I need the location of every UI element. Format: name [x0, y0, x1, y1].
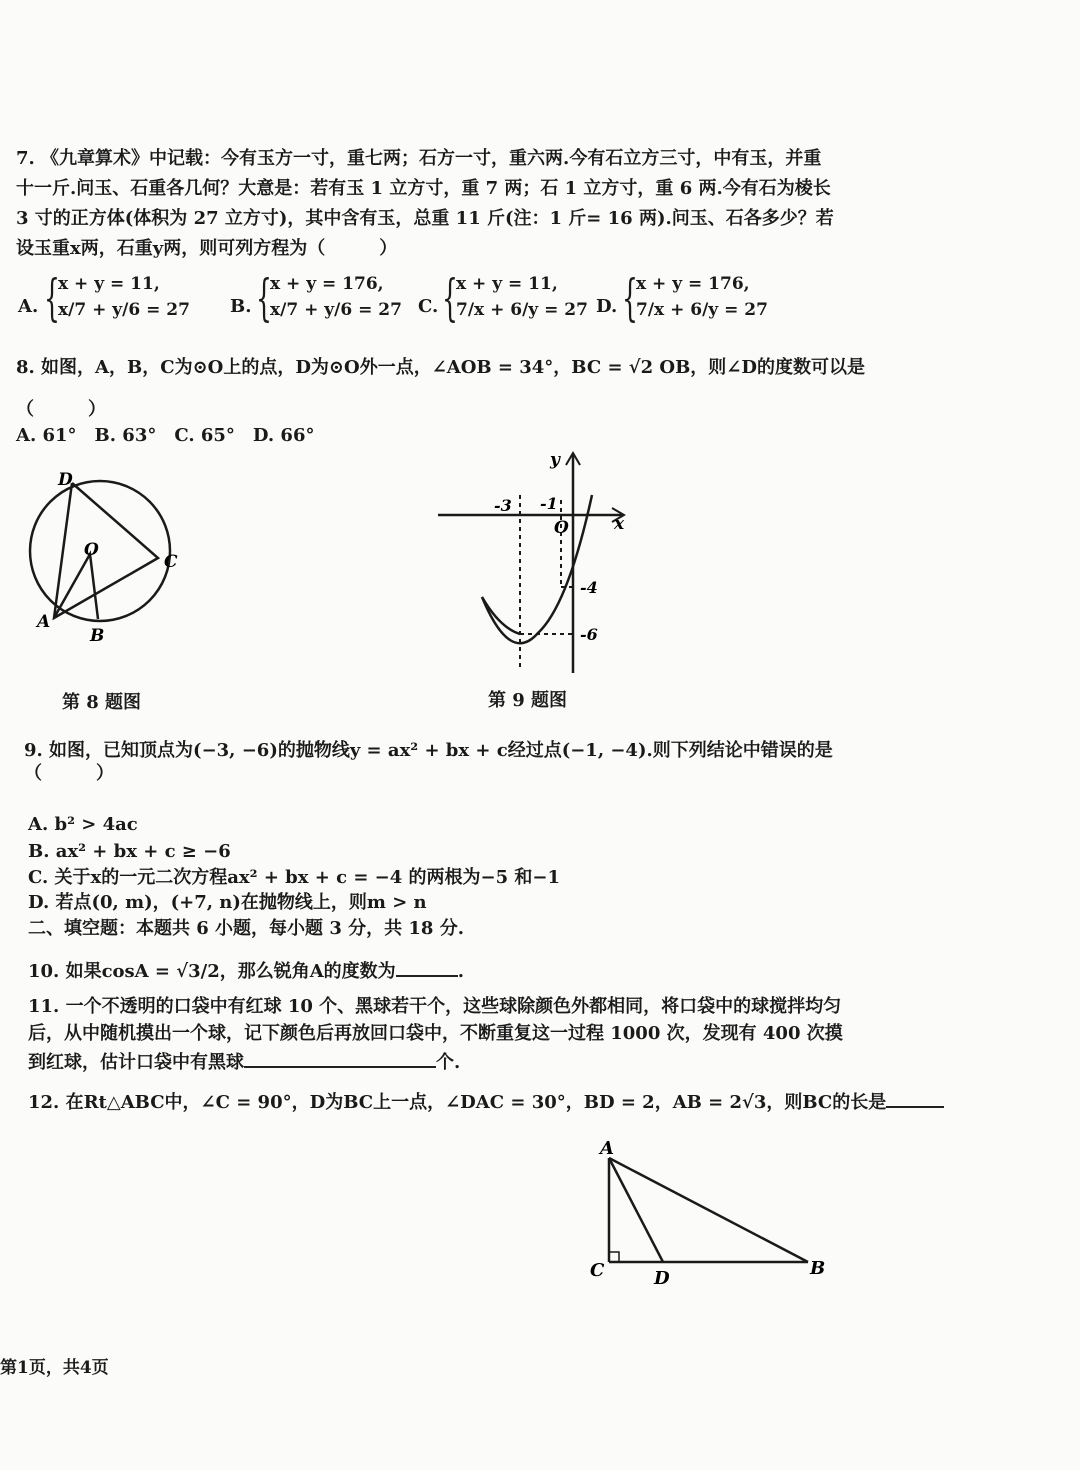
fig12-label-d: D — [654, 1268, 670, 1289]
q7-option-d-eq1: x + y = 176, — [636, 274, 750, 294]
q11-line1: 11. 一个不透明的口袋中有红球 10 个、黑球若干个，这些球除颜色外都相同，将口袋中的球搅拌均匀 — [28, 996, 842, 1017]
fig8-label-b: B — [90, 626, 105, 646]
q9-option-a: A. b² > 4ac — [28, 814, 138, 835]
q7-option-b-system: { x + y = 176, x/7 + y/6 = 27 — [256, 269, 402, 327]
fig9-label-neg6: -6 — [580, 625, 598, 644]
fig8-label-d: D — [58, 470, 73, 490]
q11-answer-blank[interactable] — [244, 1048, 436, 1068]
q7-line1: 7. 《九章算术》中记载：今有玉方一寸，重七两；石方一寸，重六两.今有石立方三寸，中有玉，并重 — [16, 148, 822, 169]
q9-option-c: C. 关于x的一元二次方程ax² + bx + c = −4 的两根为−5 和−1 — [28, 867, 561, 888]
fig9-label-neg4: -4 — [580, 578, 598, 597]
fig8-label-o: O — [84, 540, 99, 560]
q7-option-c-system: { x + y = 11, 7/x + 6/y = 27 — [442, 269, 588, 327]
q9-line1: 9. 如图，已知顶点为(−3, −6)的抛物线y = ax² + bx + c经过点(−1, −4).则下列结论中错误的是 — [24, 740, 833, 761]
section-2-heading: 二、填空题：本题共 6 小题，每小题 3 分，共 18 分. — [28, 918, 464, 939]
q7-option-d-eq2: 7/x + 6/y = 27 — [636, 300, 768, 320]
q9-option-d: D. 若点(0, m)，(+7, n)在抛物线上，则m > n — [28, 892, 427, 913]
q9-option-b: B. ax² + bx + c ≥ −6 — [28, 841, 231, 862]
q7-line4: 设玉重x两，石重y两，则可列方程为（ ） — [16, 238, 398, 259]
q7-option-a-eq1: x + y = 11, — [58, 274, 160, 294]
q10-answer-blank[interactable] — [396, 957, 458, 977]
q10-text — [28, 957, 464, 984]
fig9-label-neg1: -1 — [540, 494, 558, 513]
fig9-label-x: x — [614, 514, 625, 534]
q12-question: 12. 在Rt△ABC中，∠C = 90°，D为BC上一点，∠DAC = 30°，BD = 2，AB = 2√3，则BC的长是 — [28, 1092, 887, 1113]
fig9-label-origin: O — [554, 518, 569, 538]
fig12-label-a: A — [600, 1138, 614, 1159]
figure-8-diagram — [10, 465, 210, 655]
page-footer: 第1页，共4页 — [0, 1358, 109, 1378]
q8-line2: （ ） — [16, 399, 106, 420]
q7-line3: 3 寸的正方体(体积为 27 立方寸)，其中含有玉，总重 11 斤(注：1 斤= 16 两).问玉、石各多少？若 — [16, 208, 834, 229]
q11-line3 — [28, 1048, 460, 1075]
q10-after: . — [457, 961, 464, 982]
fig9-label-y: y — [550, 450, 560, 470]
q7-option-a-system: { x + y = 11, x/7 + y/6 = 27 — [44, 269, 190, 327]
fig8-label-a: A — [37, 612, 51, 632]
figure-12-diagram — [580, 1130, 840, 1290]
fig9-label-neg3: -3 — [494, 496, 512, 515]
q7-option-d-system: { x + y = 176, 7/x + 6/y = 27 — [622, 269, 768, 327]
q8-options: A. 61° B. 63° C. 65° D. 66° — [16, 425, 315, 446]
fig12-label-c: C — [590, 1260, 605, 1281]
fig8-label-c: C — [164, 552, 178, 572]
q8-line1: 8. 如图，A，B，C为⊙O上的点，D为⊙O外一点，∠AOB = 34°，BC = √2 OB，则∠D的度数可以是 — [16, 357, 865, 378]
q7-option-b-eq2: x/7 + y/6 = 27 — [270, 300, 402, 320]
q9-line2: （ ） — [24, 763, 114, 784]
q7-option-a-eq2: x/7 + y/6 = 27 — [58, 300, 190, 320]
q12-text — [28, 1088, 944, 1115]
q10-before: 10. 如果cosA = √3/2，那么锐角A的度数为 — [28, 961, 396, 982]
q12-answer-blank[interactable] — [886, 1088, 944, 1108]
figure-9-caption: 第 9 题图 — [488, 690, 568, 711]
figure-9-diagram — [430, 445, 640, 675]
fig12-label-b: B — [810, 1258, 826, 1279]
q11-line2: 后，从中随机摸出一个球，记下颜色后再放回口袋中，不断重复这一过程 1000 次，发现有 400 次摸 — [28, 1023, 843, 1044]
q7-line2: 十一斤.问玉、石重各几何？大意是：若有玉 1 立方寸，重 7 两；石 1 立方寸，重 6 两.今有石为棱长 — [16, 178, 831, 199]
q7-option-c-eq2: 7/x + 6/y = 27 — [456, 300, 588, 320]
q7-option-a-label: A. — [18, 296, 39, 317]
q7-option-b-eq1: x + y = 176, — [270, 274, 384, 294]
q7-option-c-eq1: x + y = 11, — [456, 274, 558, 294]
q11-line3-text: 到红球，估计口袋中有黑球 — [28, 1052, 244, 1073]
q7-option-d-label: D. — [596, 296, 618, 317]
q7-option-c-label: C. — [418, 296, 439, 317]
figure-8-caption: 第 8 题图 — [62, 692, 142, 713]
q11-line3-end: 个. — [436, 1052, 461, 1073]
q7-option-b-label: B. — [230, 296, 252, 317]
